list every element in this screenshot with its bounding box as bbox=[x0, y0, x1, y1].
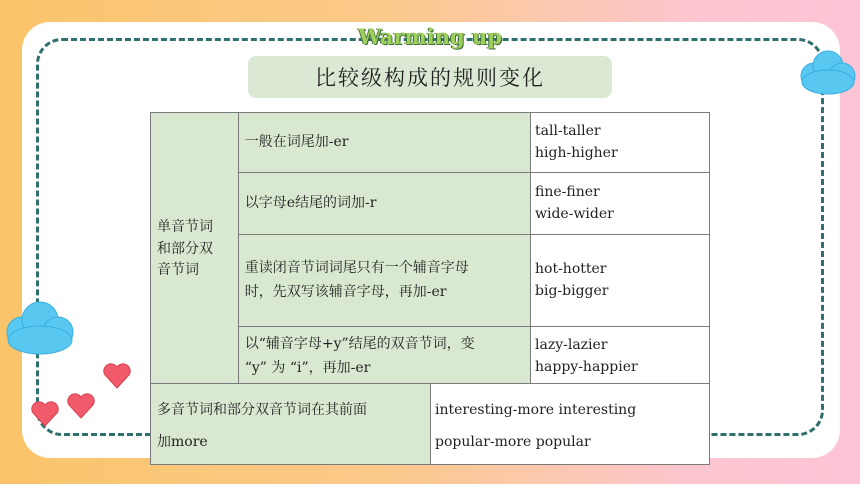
subtitle-text: 比较级构成的规则变化 bbox=[315, 66, 545, 90]
example-cell bbox=[531, 173, 710, 235]
cloud-icon bbox=[2, 298, 78, 358]
rule-text: 以字母e结尾的词加-r bbox=[244, 194, 377, 211]
example-text: lazy-lazier bbox=[535, 336, 608, 353]
rule-text: 加more bbox=[157, 434, 208, 451]
page-title: Warming up bbox=[358, 24, 502, 49]
category-line: 单音节词 bbox=[157, 218, 213, 235]
heart-icon bbox=[66, 392, 96, 420]
example-text: hot-hotter bbox=[535, 260, 607, 277]
multisyllable-row bbox=[150, 383, 710, 465]
rules-table bbox=[150, 112, 710, 387]
example-cell bbox=[531, 327, 710, 387]
heart-icon bbox=[30, 400, 60, 428]
example-text: interesting-more interesting bbox=[435, 402, 637, 418]
rule-cell bbox=[238, 173, 530, 235]
rule-text: 一般在词尾加-er bbox=[244, 133, 349, 150]
example-text: popular-more popular bbox=[435, 434, 591, 451]
example-cell bbox=[431, 384, 709, 464]
example-cell bbox=[531, 235, 710, 327]
example-text: wide-wider bbox=[535, 205, 614, 222]
example-text: high-higher bbox=[535, 144, 618, 161]
rule-text: 以“辅音字母+y”结尾的双音节词，变 bbox=[244, 335, 475, 352]
example-text: fine-finer bbox=[535, 183, 600, 200]
category-line: 和部分双 bbox=[157, 240, 213, 257]
rule-cell bbox=[151, 384, 431, 464]
rule-text: 时，先双写该辅音字母，再加-er bbox=[244, 283, 447, 300]
rule-cell bbox=[238, 113, 530, 173]
example-text: big-bigger bbox=[535, 282, 609, 299]
table-row bbox=[151, 113, 710, 173]
cloud-icon bbox=[796, 46, 858, 98]
category-line: 音节词 bbox=[157, 262, 199, 279]
subtitle-banner bbox=[248, 56, 612, 98]
rule-cell bbox=[238, 235, 530, 327]
rule-cell bbox=[238, 327, 530, 387]
rule-text: 重读闭音节词词尾只有一个辅音字母 bbox=[244, 259, 469, 276]
category-cell bbox=[151, 113, 239, 387]
example-cell bbox=[531, 113, 710, 173]
heart-icon bbox=[102, 362, 132, 390]
rule-text: “y” 为 “i”，再加-er bbox=[244, 359, 371, 376]
rule-text: 多音节词和部分双音节词在其前面 bbox=[157, 402, 367, 418]
example-text: happy-happier bbox=[535, 358, 638, 375]
example-text: tall-taller bbox=[535, 122, 601, 139]
